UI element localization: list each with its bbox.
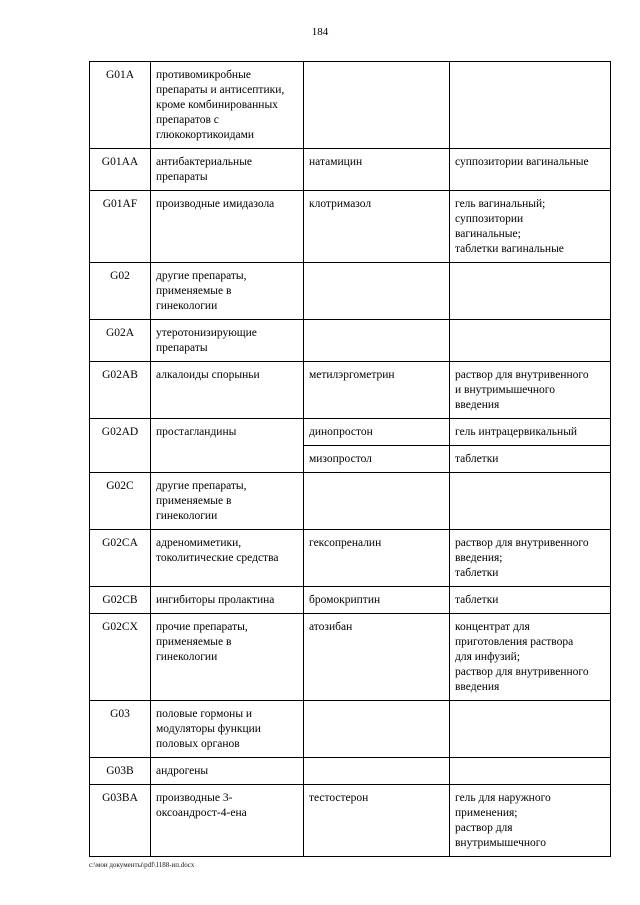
table-row: [90, 473, 611, 530]
drug-name-cell-line: бромокриптин: [309, 594, 381, 606]
group-name-cell-line: применяемые в: [156, 636, 232, 648]
group-name-cell-line: простагландины: [156, 426, 237, 438]
group-name-cell-line: противомикробные: [156, 69, 251, 81]
dosage-form-cell: [450, 62, 611, 149]
group-name-cell-line: модуляторы функции: [156, 723, 261, 735]
drug-name-cell: [304, 419, 450, 446]
group-name-cell: [151, 785, 304, 857]
drug-name-cell-line: натамицин: [309, 156, 363, 168]
dosage-form-cell-line: приготовления раствора: [455, 636, 574, 648]
dosage-form-cell-line: применения;: [455, 807, 518, 819]
atc-code-cell: G01AA: [90, 149, 151, 191]
drug-name-cell-line: мизопростол: [309, 453, 372, 465]
drug-name-cell: [304, 362, 450, 419]
group-name-cell-line: гинекологии: [156, 300, 218, 312]
dosage-form-cell-line: таблетки: [455, 567, 499, 579]
table-row: [90, 362, 611, 419]
dosage-form-cell-line: таблетки вагинальные: [455, 243, 564, 255]
dosage-form-cell: [450, 446, 611, 473]
page-number: 184: [311, 26, 329, 38]
table-row: [90, 419, 611, 446]
dosage-form-cell: [450, 362, 611, 419]
dosage-form-cell: [450, 191, 611, 263]
drug-name-cell: [304, 320, 450, 362]
drug-name-cell-line: атозибан: [309, 621, 353, 633]
dosage-form-cell-line: вагинальные;: [455, 228, 521, 240]
group-name-cell-line: половых органов: [156, 738, 240, 750]
drug-name-cell: [304, 758, 450, 785]
drug-name-cell: [304, 446, 450, 473]
atc-code-cell: G02AB: [90, 362, 151, 419]
group-name-cell-line: применяемые в: [156, 285, 232, 297]
group-name-cell: [151, 758, 304, 785]
dosage-form-cell-line: раствор для внутривенного: [455, 666, 589, 678]
group-name-cell: [151, 530, 304, 587]
dosage-form-cell-line: гель для наружного: [455, 792, 551, 804]
group-name-cell: [151, 191, 304, 263]
table-row: [90, 191, 611, 263]
group-name-cell-line: глюкокортикоидами: [156, 129, 255, 141]
group-name-cell-line: адреномиметики,: [156, 537, 242, 549]
drug-name-cell: [304, 614, 450, 701]
drug-classification-table: [89, 61, 611, 857]
group-name-cell: [151, 362, 304, 419]
footer-file-path: c:\мои документы\pdf\1188-ип.docx: [89, 861, 195, 869]
drug-name-cell: [304, 62, 450, 149]
drug-name-cell: [304, 191, 450, 263]
atc-code-cell: G03B: [90, 758, 151, 785]
atc-code-cell: G01A: [90, 62, 151, 149]
atc-code-cell: G03: [90, 701, 151, 758]
dosage-form-cell: [450, 701, 611, 758]
table-row: [90, 530, 611, 587]
group-name-cell-line: прочие препараты,: [156, 621, 248, 633]
atc-code-cell: G02CX: [90, 614, 151, 701]
group-name-cell-line: производные имидазола: [156, 198, 275, 210]
group-name-cell-line: ингибиторы пролактина: [156, 594, 275, 606]
table-row: [90, 587, 611, 614]
drug-name-cell-line: тестостерон: [309, 792, 369, 804]
dosage-form-cell: [450, 419, 611, 446]
dosage-form-cell-line: введения: [455, 681, 500, 693]
dosage-form-cell-line: суппозитории: [455, 213, 524, 225]
group-name-cell-line: препараты: [156, 171, 208, 183]
group-name-cell-line: другие препараты,: [156, 480, 247, 492]
group-name-cell-line: утеротонизирующие: [156, 327, 257, 339]
group-name-cell: [151, 419, 304, 473]
dosage-form-cell-line: раствор для внутривенного: [455, 537, 589, 549]
atc-code-cell: G02C: [90, 473, 151, 530]
dosage-form-cell: [450, 473, 611, 530]
group-name-cell: [151, 701, 304, 758]
drug-name-cell-line: метилэргометрин: [309, 369, 395, 381]
drug-name-cell: [304, 530, 450, 587]
table-row: [90, 263, 611, 320]
dosage-form-cell-line: раствор для: [455, 822, 513, 834]
group-name-cell-line: алкалоиды спорыньи: [156, 369, 260, 381]
group-name-cell-line: андрогены: [156, 765, 209, 777]
drug-name-cell: [304, 701, 450, 758]
group-name-cell-line: кроме комбинированных: [156, 99, 278, 111]
group-name-cell-line: препараты и антисептики,: [156, 84, 285, 96]
drug-name-cell: [304, 149, 450, 191]
drug-name-cell: [304, 587, 450, 614]
group-name-cell-line: производные 3-: [156, 792, 233, 804]
dosage-form-cell-line: гель интрацервикальный: [455, 426, 578, 438]
dosage-form-cell-line: концентрат для: [455, 621, 530, 633]
table-row: [90, 149, 611, 191]
group-name-cell: [151, 149, 304, 191]
drug-name-cell-line: клотримазол: [309, 198, 372, 210]
drug-name-cell: [304, 473, 450, 530]
dosage-form-cell-line: введения: [455, 399, 500, 411]
group-name-cell-line: препаратов с: [156, 114, 219, 126]
atc-code-cell: G02CA: [90, 530, 151, 587]
group-name-cell-line: применяемые в: [156, 495, 232, 507]
dosage-form-cell: [450, 758, 611, 785]
dosage-form-cell: [450, 785, 611, 857]
group-name-cell-line: другие препараты,: [156, 270, 247, 282]
group-name-cell: [151, 320, 304, 362]
table-row: [90, 758, 611, 785]
dosage-form-cell-line: и внутримышечного: [455, 384, 555, 396]
dosage-form-cell-line: таблетки: [455, 594, 499, 606]
group-name-cell-line: препараты: [156, 342, 208, 354]
group-name-cell-line: токолитические средства: [156, 552, 279, 564]
dosage-form-cell: [450, 149, 611, 191]
group-name-cell: [151, 614, 304, 701]
group-name-cell-line: половые гормоны и: [156, 708, 253, 720]
dosage-form-cell-line: гель вагинальный;: [455, 198, 546, 210]
table-row: [90, 785, 611, 857]
atc-code-cell: G01AF: [90, 191, 151, 263]
drug-name-cell: [304, 263, 450, 320]
dosage-form-cell: [450, 614, 611, 701]
dosage-form-cell-line: раствор для внутривенного: [455, 369, 589, 381]
group-name-cell: [151, 587, 304, 614]
dosage-form-cell: [450, 320, 611, 362]
drug-name-cell-line: динопростон: [309, 426, 373, 438]
group-name-cell: [151, 473, 304, 530]
drug-name-cell-line: гексопреналин: [309, 537, 382, 549]
dosage-form-cell-line: суппозитории вагинальные: [455, 156, 589, 168]
table-row: [90, 320, 611, 362]
group-name-cell: [151, 263, 304, 320]
group-name-cell: [151, 62, 304, 149]
atc-code-cell: G02A: [90, 320, 151, 362]
dosage-form-cell-line: для инфузий;: [455, 651, 521, 663]
table-row: [90, 62, 611, 149]
table-row: [90, 614, 611, 701]
group-name-cell-line: гинекологии: [156, 651, 218, 663]
dosage-form-cell: [450, 530, 611, 587]
group-name-cell-line: оксоандрост-4-ена: [156, 807, 247, 819]
atc-code-cell: G02: [90, 263, 151, 320]
dosage-form-cell-line: таблетки: [455, 453, 499, 465]
group-name-cell-line: антибактериальные: [156, 156, 253, 168]
drug-name-cell: [304, 785, 450, 857]
atc-code-cell: G02AD: [90, 419, 151, 473]
atc-code-cell: G02CB: [90, 587, 151, 614]
dosage-form-cell: [450, 587, 611, 614]
group-name-cell-line: гинекологии: [156, 510, 218, 522]
dosage-form-cell-line: внутримышечного: [455, 837, 546, 849]
dosage-form-cell: [450, 263, 611, 320]
dosage-form-cell-line: введения;: [455, 552, 503, 564]
atc-code-cell: G03BA: [90, 785, 151, 857]
table-row: [90, 701, 611, 758]
